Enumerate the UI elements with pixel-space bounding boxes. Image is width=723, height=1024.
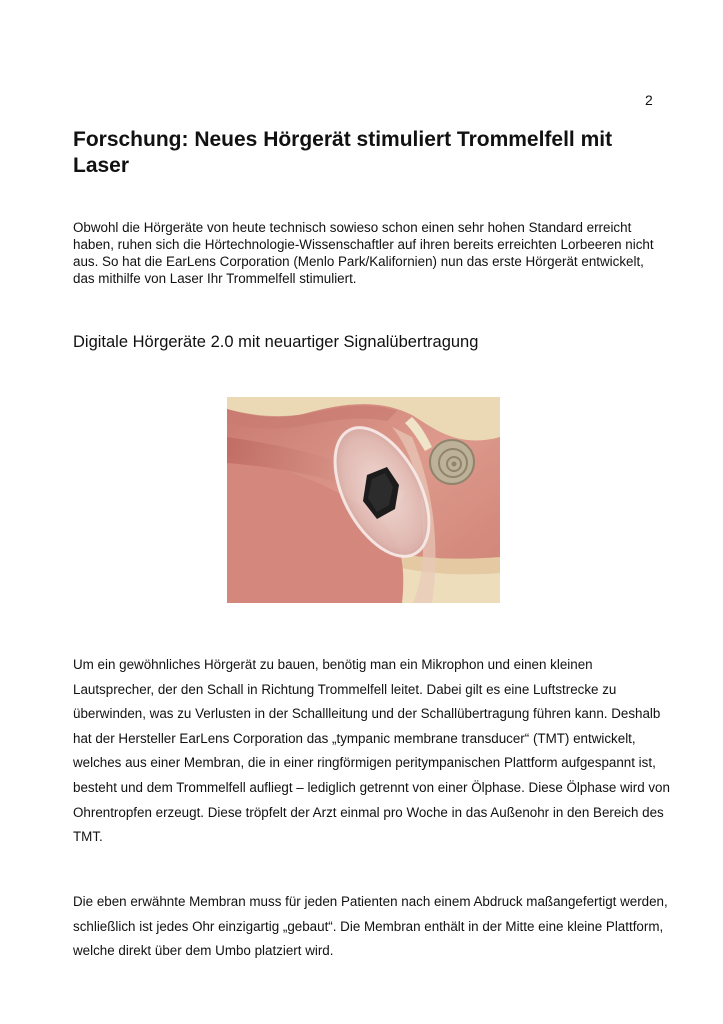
- body-paragraph-1: Um ein gewöhnliches Hörgerät zu bauen, benötig man ein Mikrophon und einen kleinen Lautsprecher, der den Schall in Richtung Trommelfell leitet. Dabei gilt es eine Luftstrecke zu überwinden, was zu Verlusten in der Schallleitung und der Schallübertragung führen kann. Deshalb hat der Hersteller EarLens Corporation das „tympanic membrane transducer“ (TMT) entwickelt, welches aus einer Membran, die in einer ringförmigen peritympanischen Plattform aufgespannt ist, besteht und dem Trommelfell aufliegt – lediglich getrennt von einer Ölphase. Diese Ölphase wird von Ohrentropfen erzeugt. Diese tröpfelt der Arzt einmal pro Woche in das Außenohr in den Bereich des TMT.: [73, 657, 670, 845]
- ear-transducer-illustration: [227, 397, 500, 603]
- section-subheading: Digitale Hörgeräte 2.0 mit neuartiger Signalübertragung: [73, 333, 479, 351]
- body-paragraph-2: Die eben erwähnte Membran muss für jeden Patienten nach einem Abdruck maßangefertigt werden, schließlich ist jedes Ohr einzigartig „gebaut“. Die Membran enthält in der Mitte eine kleine Plattform, welche direkt über dem Umbo platziert wird.: [73, 894, 668, 959]
- article-title: Forschung: Neues Hörgerät stimuliert Trommelfell mit Laser: [73, 128, 613, 177]
- page-number: 2: [645, 92, 653, 108]
- intro-paragraph: Obwohl die Hörgeräte von heute technisch sowieso schon einen sehr hohen Standard erreicht haben, ruhen sich die Hörtechnologie-Wissenschaftler auf ihren bereits erreichten Lorbeeren nicht aus. So hat die EarLens Corporation (Menlo Park/Kalifornien) nun das erste Hörgerät entwickelt, das mithilfe von Laser Ihr Trommelfell stimuliert.: [73, 220, 654, 286]
- cochlea-spiral: [430, 440, 474, 484]
